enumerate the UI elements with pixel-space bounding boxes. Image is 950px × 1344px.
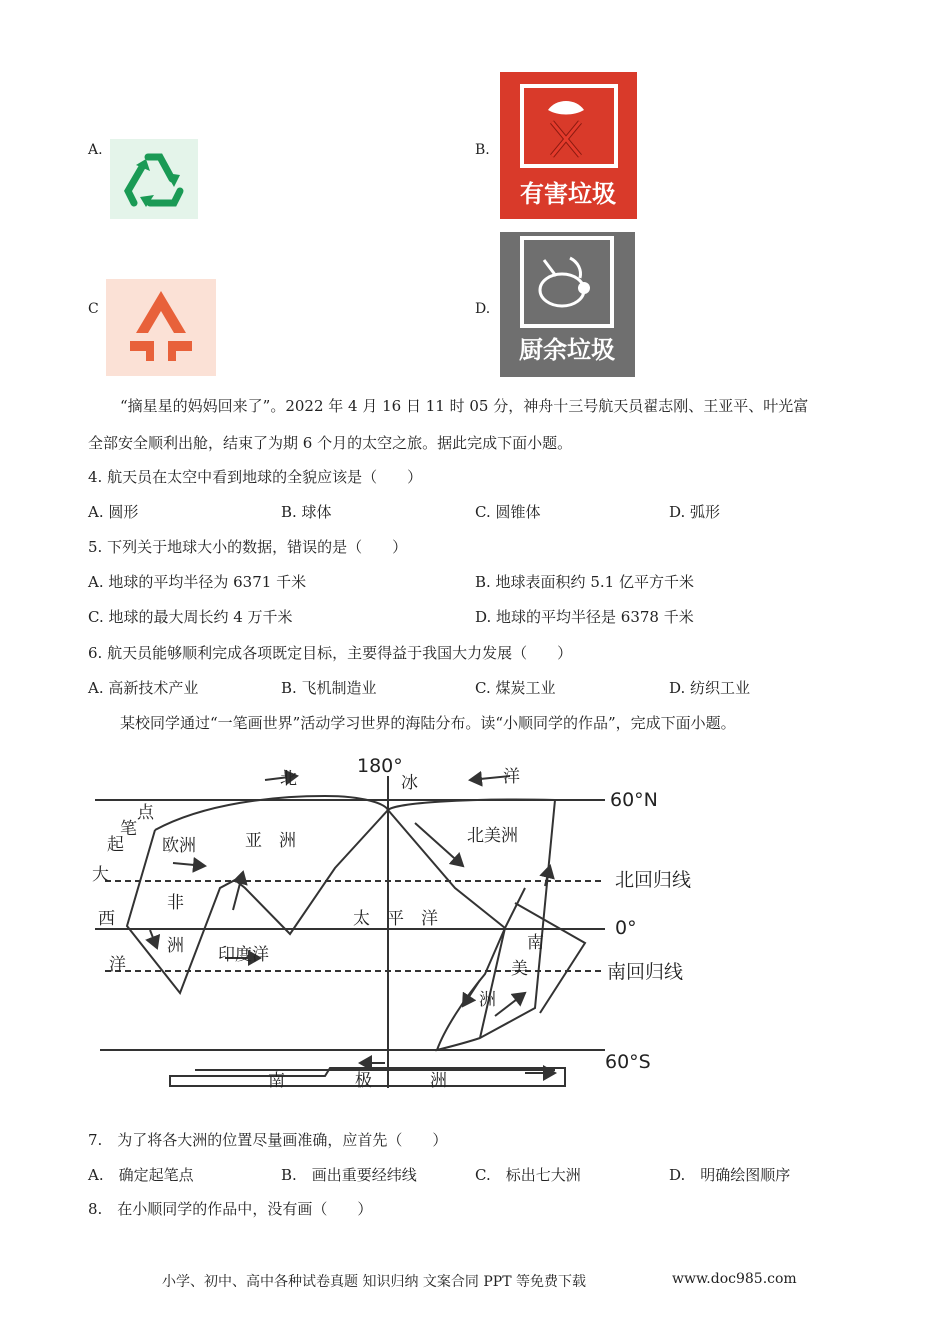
label-atlantic-2: 西 <box>98 909 115 929</box>
label-south-america-3: 洲 <box>479 990 496 1010</box>
label-antarctica-3: 洲 <box>430 1071 447 1091</box>
label-tropic-s: 南回归线 <box>607 961 684 983</box>
footer-text: 小学、初中、高中各种试卷真题 知识归纳 文案合同 PPT 等免费下载 <box>162 1274 586 1290</box>
recycle-icon <box>110 139 198 219</box>
label-antarctica-2: 极 <box>355 1071 372 1091</box>
label-pacific: 太 平 洋 <box>353 909 438 929</box>
q6-option-c: C. 煤炭工业 <box>475 679 556 697</box>
q5-option-b: B. 地球表面积约 5.1 亿平方千米 <box>475 573 694 591</box>
option-a-letter: A. <box>88 142 103 158</box>
passage2: 某校同学通过“一笔画世界”活动学习世界的海陆分布。读“小顺同学的作品”，完成下面小题。 <box>120 714 736 732</box>
hazardous-sign-label: 有害垃圾 <box>520 180 616 208</box>
footer-url[interactable]: www.doc985.com <box>672 1271 797 1287</box>
kitchen-sign-label: 厨余垃圾 <box>519 336 615 364</box>
label-africa-2: 洲 <box>167 936 184 956</box>
q5-option-c: C. 地球的最大周长约 4 万千米 <box>88 608 293 626</box>
label-asia: 亚 洲 <box>245 831 296 851</box>
label-arctic-3: 洋 <box>503 767 520 787</box>
q5-option-d: D. 地球的平均半径是 6378 千米 <box>475 608 694 626</box>
q7-option-a: A. 确定起笔点 <box>88 1166 194 1184</box>
option-b-letter: B. <box>475 142 490 158</box>
label-60n: 60°N <box>610 789 658 811</box>
q7-option-c: C. 标出七大洲 <box>475 1166 581 1184</box>
label-equator: 0° <box>615 917 637 939</box>
label-60s: 60°S <box>605 1051 651 1073</box>
label-arctic-2: 冰 <box>401 773 418 793</box>
label-start-2: 笔 <box>120 819 137 839</box>
label-start-1: 起 <box>107 835 124 855</box>
label-tropic-n: 北回归线 <box>615 869 692 891</box>
q5-option-a: A. 地球的平均半径为 6371 千米 <box>88 573 307 591</box>
q6-option-b: B. 飞机制造业 <box>281 679 377 697</box>
q7-option-d: D. 明确绘图顺序 <box>669 1166 791 1184</box>
passage1-line1: “摘星星的妈妈回来了”。2022 年 4 月 16 日 11 时 05 分，神舟十三号航天员翟志刚、王亚平、叶光富 <box>120 397 809 415</box>
label-arctic-1: 北 <box>280 769 297 789</box>
q6-option-a: A. 高新技术产业 <box>88 679 199 697</box>
q7-option-b: B. 画出重要经纬线 <box>281 1166 417 1184</box>
kitchen-waste-sign-icon <box>500 232 635 377</box>
label-180: 180° <box>357 755 403 777</box>
label-antarctica-1: 南 <box>268 1071 285 1091</box>
q4-option-a: A. 圆形 <box>88 503 139 521</box>
passage1-line2: 全部安全顺利出舱，结束了为期 6 个月的太空之旅。据此完成下面小题。 <box>88 434 573 452</box>
label-north-america: 北美洲 <box>467 826 518 846</box>
one-stroke-world-map <box>85 748 705 1098</box>
label-south-america-2: 美 <box>511 959 528 979</box>
q7-stem: 7. 为了将各大洲的位置尽量画准确，应首先（ ） <box>88 1131 448 1149</box>
q8-stem: 8. 在小顺同学的作品中，没有画（ ） <box>88 1200 373 1218</box>
q6-option-d: D. 纺织工业 <box>669 679 751 697</box>
q5-stem: 5. 下列关于地球大小的数据，错误的是（ ） <box>88 538 408 556</box>
other-waste-icon <box>106 279 216 376</box>
hazardous-waste-sign-icon <box>500 72 637 219</box>
label-africa-1: 非 <box>167 893 184 913</box>
q6-stem: 6. 航天员能够顺利完成各项既定目标，主要得益于我国大力发展（ ） <box>88 644 573 662</box>
q4-option-b: B. 球体 <box>281 503 332 521</box>
label-atlantic-3: 洋 <box>109 955 126 975</box>
q4-option-d: D. 弧形 <box>669 503 721 521</box>
label-europe: 欧洲 <box>162 836 196 856</box>
option-c-letter: C <box>88 301 99 317</box>
label-south-america-1: 南 <box>527 933 544 953</box>
q4-stem: 4. 航天员在太空中看到地球的全貌应该是（ ） <box>88 468 423 486</box>
q4-option-c: C. 圆锥体 <box>475 503 541 521</box>
option-d-letter: D. <box>475 301 491 317</box>
label-indian: 印度洋 <box>218 945 269 965</box>
label-start-3: 点 <box>137 803 154 823</box>
label-atlantic-1: 大 <box>92 865 109 885</box>
